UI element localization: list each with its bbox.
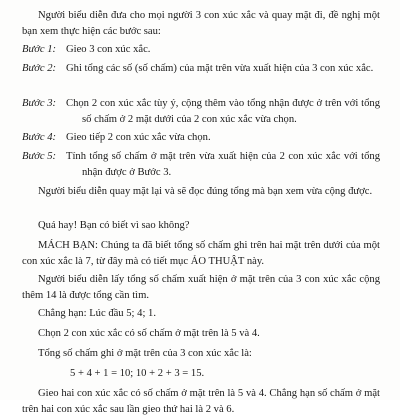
step-4 bbox=[22, 130, 380, 146]
choose-paragraph: Chọn 2 con xúc xắc có số chấm ở mặt trên là 5 và 4. bbox=[38, 328, 260, 339]
guess-paragraph: Người biểu diễn quay mặt lại và sẽ đọc đúng tổng mà bạn xem vừa cộng được. bbox=[38, 186, 373, 197]
step-5 bbox=[22, 149, 380, 181]
hint-paragraph: MÁCH BẠN: Chúng ta đã biết tổng số chấm ghi trên hai mặt trên dưới của một con xúc xắc là 7, từ đây mà có tiết mục ẢO THUẬT này. bbox=[22, 240, 380, 267]
step-1-text: Gieo 3 con xúc xắc. bbox=[66, 44, 151, 55]
total-paragraph: Tổng số chấm ghi ở mặt trên của 3 con xúc xắc là: bbox=[38, 348, 252, 359]
question-paragraph: Quá hay! Bạn có biết vì sao không? bbox=[38, 220, 190, 231]
step-3-label: Bước 3: bbox=[22, 98, 57, 109]
last-paragraph: Gieo hai con xúc xắc có số chấm ở mặt trên là 5 và 4. Chẳng hạn số chấm ở mặt trên hai con xúc xắc sau lần gieo thứ hai là 2 và 6. bbox=[22, 388, 380, 415]
step-1-label: Bước 1: bbox=[22, 44, 57, 55]
example-paragraph: Chẳng hạn: Lúc đầu 5; 4; 1. bbox=[38, 308, 156, 319]
step-4-label: Bước 4: bbox=[22, 132, 57, 143]
step-2-text: Ghi tổng các số (số chấm) của mặt trên vừa xuất hiện của 3 con xúc xắc. bbox=[66, 63, 374, 74]
intro-paragraph: Người biểu diễn đưa cho mọi người 3 con xúc xắc và quay mặt đi, đề nghị một bạn xem thực hiện các bước sau: bbox=[22, 10, 380, 37]
step-4-text: Gieo tiếp 2 con xúc xắc vừa chọn. bbox=[66, 132, 211, 143]
equation-line: 5 + 4 + 1 = 10; 10 + 2 + 3 = 15. bbox=[70, 368, 205, 379]
step-2 bbox=[22, 61, 380, 77]
step-5-label: Bước 5: bbox=[22, 151, 57, 162]
explain-paragraph: Người biểu diễn lấy tổng số chấm xuất hiện ở mặt trên của 3 con xúc xắc cộng thêm 14 là được tổng cần tìm. bbox=[22, 274, 380, 301]
step-3 bbox=[22, 96, 380, 128]
step-2-label: Bước 2: bbox=[22, 63, 57, 74]
step-5-text: Tính tổng số chấm ở mặt trên vừa xuất hiện của 2 con xúc xắc với tổng nhận được ở Bước 3. bbox=[66, 151, 380, 178]
step-1 bbox=[22, 42, 380, 58]
step-3-text: Chọn 2 con xúc xắc tùy ý, cộng thêm vào tổng nhận được ở trên với tổng số chấm ở 2 mặt dưới của 2 con xúc xắc vừa chọn. bbox=[66, 98, 380, 125]
